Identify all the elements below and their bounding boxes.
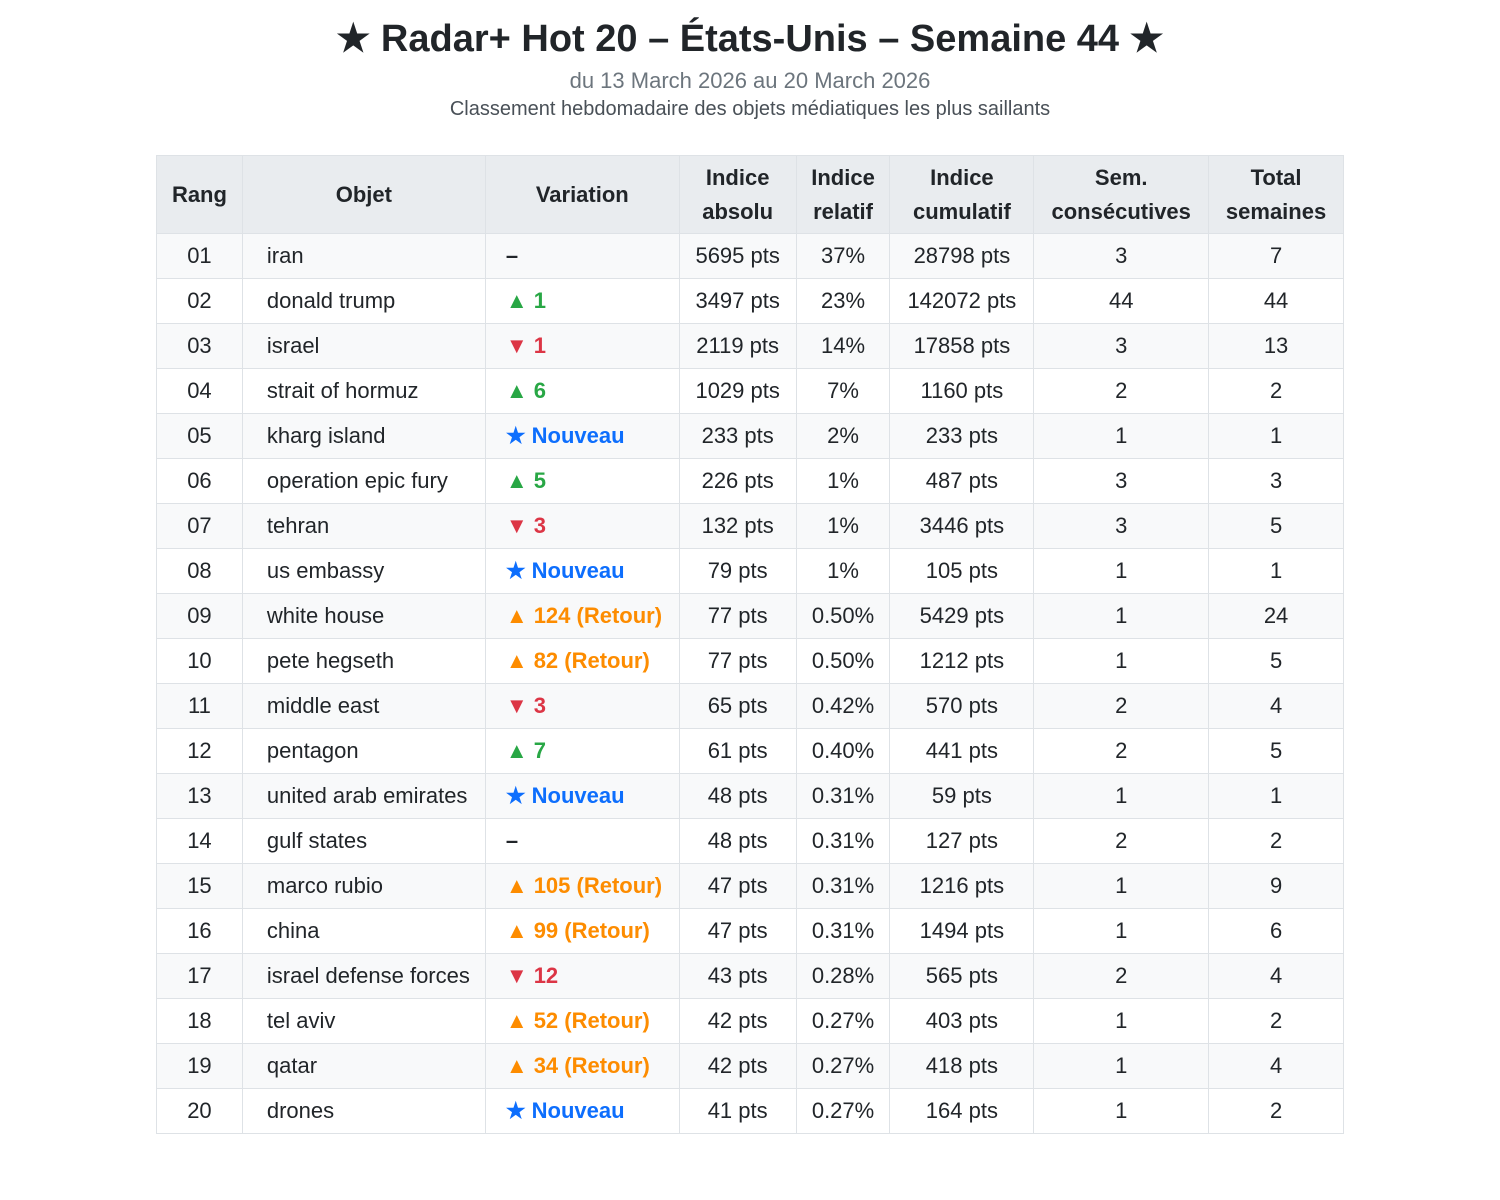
cell-object: pentagon bbox=[242, 729, 485, 774]
cell-object: tehran bbox=[242, 504, 485, 549]
cell-cumulative-index: 570 pts bbox=[890, 684, 1034, 729]
cell-object: kharg island bbox=[242, 414, 485, 459]
cell-consecutive-weeks: 1 bbox=[1034, 999, 1209, 1044]
cell-rank: 15 bbox=[157, 864, 243, 909]
cell-object: united arab emirates bbox=[242, 774, 485, 819]
cell-rank: 19 bbox=[157, 1044, 243, 1089]
cell-rank: 06 bbox=[157, 459, 243, 504]
cell-total-weeks: 3 bbox=[1209, 459, 1344, 504]
cell-variation: ▼ 3 bbox=[485, 504, 679, 549]
cell-absolute-index: 233 pts bbox=[679, 414, 796, 459]
cell-relative-index: 1% bbox=[796, 459, 890, 504]
table-row bbox=[157, 594, 1344, 639]
cell-cumulative-index: 127 pts bbox=[890, 819, 1034, 864]
cell-absolute-index: 61 pts bbox=[679, 729, 796, 774]
column-header-variation[interactable]: Variation bbox=[485, 156, 679, 234]
cell-rank: 20 bbox=[157, 1089, 243, 1134]
ranking-table bbox=[156, 155, 1344, 1134]
cell-consecutive-weeks: 2 bbox=[1034, 369, 1209, 414]
cell-absolute-index: 41 pts bbox=[679, 1089, 796, 1134]
page-title: ★ Radar+ Hot 20 – États-Unis – Semaine 44 ★ bbox=[336, 18, 1164, 60]
cell-absolute-index: 5695 pts bbox=[679, 234, 796, 279]
cell-consecutive-weeks: 3 bbox=[1034, 504, 1209, 549]
cell-cumulative-index: 59 pts bbox=[890, 774, 1034, 819]
cell-absolute-index: 77 pts bbox=[679, 639, 796, 684]
cell-cumulative-index: 487 pts bbox=[890, 459, 1034, 504]
table-row bbox=[157, 639, 1344, 684]
table-row bbox=[157, 1044, 1344, 1089]
table-row bbox=[157, 414, 1344, 459]
cell-total-weeks: 4 bbox=[1209, 684, 1344, 729]
page-description: Classement hebdomadaire des objets médiatiques les plus saillants bbox=[449, 98, 1051, 120]
cell-cumulative-index: 403 pts bbox=[890, 999, 1034, 1044]
cell-total-weeks: 1 bbox=[1209, 414, 1344, 459]
cell-variation: ▲ 124 (Retour) bbox=[485, 594, 679, 639]
cell-absolute-index: 77 pts bbox=[679, 594, 796, 639]
cell-relative-index: 7% bbox=[796, 369, 890, 414]
cell-variation: ▲ 82 (Retour) bbox=[485, 639, 679, 684]
cell-absolute-index: 43 pts bbox=[679, 954, 796, 999]
cell-total-weeks: 4 bbox=[1209, 954, 1344, 999]
table-row bbox=[157, 234, 1344, 279]
cell-relative-index: 0.31% bbox=[796, 864, 890, 909]
cell-rank: 11 bbox=[157, 684, 243, 729]
table-row bbox=[157, 279, 1344, 324]
cell-variation: ▲ 52 (Retour) bbox=[485, 999, 679, 1044]
cell-cumulative-index: 441 pts bbox=[890, 729, 1034, 774]
column-header-total-weeks[interactable]: Total semaines bbox=[1209, 156, 1344, 234]
cell-total-weeks: 2 bbox=[1209, 999, 1344, 1044]
cell-absolute-index: 48 pts bbox=[679, 819, 796, 864]
cell-absolute-index: 2119 pts bbox=[679, 324, 796, 369]
cell-absolute-index: 65 pts bbox=[679, 684, 796, 729]
date-range: du 13 March 2026 au 20 March 2026 bbox=[569, 68, 931, 93]
cell-absolute-index: 3497 pts bbox=[679, 279, 796, 324]
cell-absolute-index: 42 pts bbox=[679, 999, 796, 1044]
cell-rank: 17 bbox=[157, 954, 243, 999]
table-row bbox=[157, 864, 1344, 909]
cell-cumulative-index: 3446 pts bbox=[890, 504, 1034, 549]
cell-relative-index: 0.27% bbox=[796, 999, 890, 1044]
cell-rank: 01 bbox=[157, 234, 243, 279]
table-row bbox=[157, 324, 1344, 369]
cell-total-weeks: 2 bbox=[1209, 1089, 1344, 1134]
cell-variation: ▼ 3 bbox=[485, 684, 679, 729]
cell-cumulative-index: 17858 pts bbox=[890, 324, 1034, 369]
cell-relative-index: 0.31% bbox=[796, 774, 890, 819]
cell-absolute-index: 47 pts bbox=[679, 864, 796, 909]
cell-object: israel bbox=[242, 324, 485, 369]
cell-cumulative-index: 233 pts bbox=[890, 414, 1034, 459]
cell-object: iran bbox=[242, 234, 485, 279]
cell-consecutive-weeks: 1 bbox=[1034, 414, 1209, 459]
cell-total-weeks: 5 bbox=[1209, 729, 1344, 774]
cell-total-weeks: 9 bbox=[1209, 864, 1344, 909]
column-header-cumulative-index[interactable]: Indice cumulatif bbox=[890, 156, 1034, 234]
cell-consecutive-weeks: 1 bbox=[1034, 1089, 1209, 1134]
cell-total-weeks: 13 bbox=[1209, 324, 1344, 369]
table-header-row bbox=[157, 156, 1344, 234]
cell-variation: – bbox=[485, 234, 679, 279]
cell-total-weeks: 1 bbox=[1209, 549, 1344, 594]
cell-object: qatar bbox=[242, 1044, 485, 1089]
cell-variation: ▼ 12 bbox=[485, 954, 679, 999]
table-row bbox=[157, 504, 1344, 549]
cell-object: gulf states bbox=[242, 819, 485, 864]
cell-absolute-index: 132 pts bbox=[679, 504, 796, 549]
cell-variation: ▲ 99 (Retour) bbox=[485, 909, 679, 954]
cell-total-weeks: 6 bbox=[1209, 909, 1344, 954]
cell-relative-index: 0.27% bbox=[796, 1089, 890, 1134]
cell-relative-index: 0.40% bbox=[796, 729, 890, 774]
cell-total-weeks: 2 bbox=[1209, 819, 1344, 864]
cell-consecutive-weeks: 1 bbox=[1034, 864, 1209, 909]
table-body bbox=[157, 234, 1344, 1134]
cell-consecutive-weeks: 2 bbox=[1034, 819, 1209, 864]
cell-total-weeks: 4 bbox=[1209, 1044, 1344, 1089]
cell-rank: 14 bbox=[157, 819, 243, 864]
cell-variation: ▲ 6 bbox=[485, 369, 679, 414]
cell-cumulative-index: 418 pts bbox=[890, 1044, 1034, 1089]
cell-variation: ▲ 1 bbox=[485, 279, 679, 324]
cell-variation: – bbox=[485, 819, 679, 864]
cell-variation: ▲ 7 bbox=[485, 729, 679, 774]
column-header-consecutive-weeks[interactable]: Sem. consécutives bbox=[1034, 156, 1209, 234]
cell-absolute-index: 48 pts bbox=[679, 774, 796, 819]
cell-cumulative-index: 142072 pts bbox=[890, 279, 1034, 324]
cell-relative-index: 14% bbox=[796, 324, 890, 369]
cell-rank: 16 bbox=[157, 909, 243, 954]
cell-rank: 03 bbox=[157, 324, 243, 369]
table-row bbox=[157, 369, 1344, 414]
cell-relative-index: 0.31% bbox=[796, 909, 890, 954]
cell-relative-index: 23% bbox=[796, 279, 890, 324]
column-header-absolute-index[interactable]: Indice absolu bbox=[679, 156, 796, 234]
cell-variation: ▲ 105 (Retour) bbox=[485, 864, 679, 909]
column-header-rank[interactable]: Rang bbox=[157, 156, 243, 234]
column-header-object[interactable]: Objet bbox=[242, 156, 485, 234]
cell-object: operation epic fury bbox=[242, 459, 485, 504]
cell-consecutive-weeks: 1 bbox=[1034, 1044, 1209, 1089]
cell-total-weeks: 5 bbox=[1209, 639, 1344, 684]
cell-consecutive-weeks: 1 bbox=[1034, 774, 1209, 819]
cell-object: china bbox=[242, 909, 485, 954]
cell-consecutive-weeks: 44 bbox=[1034, 279, 1209, 324]
cell-consecutive-weeks: 3 bbox=[1034, 324, 1209, 369]
cell-object: israel defense forces bbox=[242, 954, 485, 999]
cell-relative-index: 1% bbox=[796, 504, 890, 549]
cell-rank: 05 bbox=[157, 414, 243, 459]
cell-object: us embassy bbox=[242, 549, 485, 594]
cell-object: donald trump bbox=[242, 279, 485, 324]
cell-object: white house bbox=[242, 594, 485, 639]
cell-absolute-index: 42 pts bbox=[679, 1044, 796, 1089]
cell-total-weeks: 7 bbox=[1209, 234, 1344, 279]
cell-relative-index: 2% bbox=[796, 414, 890, 459]
cell-rank: 12 bbox=[157, 729, 243, 774]
table-row bbox=[157, 549, 1344, 594]
cell-relative-index: 0.50% bbox=[796, 594, 890, 639]
cell-total-weeks: 44 bbox=[1209, 279, 1344, 324]
cell-relative-index: 0.28% bbox=[796, 954, 890, 999]
table-row bbox=[157, 729, 1344, 774]
cell-relative-index: 0.42% bbox=[796, 684, 890, 729]
cell-object: tel aviv bbox=[242, 999, 485, 1044]
cell-consecutive-weeks: 2 bbox=[1034, 684, 1209, 729]
cell-consecutive-weeks: 1 bbox=[1034, 594, 1209, 639]
cell-object: marco rubio bbox=[242, 864, 485, 909]
cell-consecutive-weeks: 2 bbox=[1034, 954, 1209, 999]
cell-variation: ★ Nouveau bbox=[485, 549, 679, 594]
cell-cumulative-index: 28798 pts bbox=[890, 234, 1034, 279]
cell-relative-index: 0.31% bbox=[796, 819, 890, 864]
cell-consecutive-weeks: 1 bbox=[1034, 909, 1209, 954]
cell-rank: 02 bbox=[157, 279, 243, 324]
cell-total-weeks: 5 bbox=[1209, 504, 1344, 549]
cell-object: middle east bbox=[242, 684, 485, 729]
table-row bbox=[157, 684, 1344, 729]
table-row bbox=[157, 1089, 1344, 1134]
cell-absolute-index: 1029 pts bbox=[679, 369, 796, 414]
table-row bbox=[157, 459, 1344, 504]
cell-variation: ▼ 1 bbox=[485, 324, 679, 369]
cell-cumulative-index: 105 pts bbox=[890, 549, 1034, 594]
table-row bbox=[157, 909, 1344, 954]
cell-relative-index: 1% bbox=[796, 549, 890, 594]
cell-cumulative-index: 1160 pts bbox=[890, 369, 1034, 414]
cell-absolute-index: 79 pts bbox=[679, 549, 796, 594]
cell-rank: 08 bbox=[157, 549, 243, 594]
cell-consecutive-weeks: 3 bbox=[1034, 234, 1209, 279]
column-header-relative-index[interactable]: Indice relatif bbox=[796, 156, 890, 234]
cell-variation: ▲ 5 bbox=[485, 459, 679, 504]
table-row bbox=[157, 999, 1344, 1044]
cell-rank: 04 bbox=[157, 369, 243, 414]
cell-total-weeks: 24 bbox=[1209, 594, 1344, 639]
cell-object: pete hegseth bbox=[242, 639, 485, 684]
cell-consecutive-weeks: 3 bbox=[1034, 459, 1209, 504]
cell-absolute-index: 47 pts bbox=[679, 909, 796, 954]
cell-cumulative-index: 1494 pts bbox=[890, 909, 1034, 954]
cell-variation: ▲ 34 (Retour) bbox=[485, 1044, 679, 1089]
cell-cumulative-index: 164 pts bbox=[890, 1089, 1034, 1134]
cell-consecutive-weeks: 1 bbox=[1034, 549, 1209, 594]
cell-cumulative-index: 5429 pts bbox=[890, 594, 1034, 639]
cell-rank: 07 bbox=[157, 504, 243, 549]
cell-rank: 18 bbox=[157, 999, 243, 1044]
table-row bbox=[157, 954, 1344, 999]
cell-absolute-index: 226 pts bbox=[679, 459, 796, 504]
cell-cumulative-index: 1212 pts bbox=[890, 639, 1034, 684]
cell-variation: ★ Nouveau bbox=[485, 774, 679, 819]
cell-rank: 10 bbox=[157, 639, 243, 684]
cell-rank: 13 bbox=[157, 774, 243, 819]
cell-consecutive-weeks: 2 bbox=[1034, 729, 1209, 774]
cell-relative-index: 0.50% bbox=[796, 639, 890, 684]
table-row bbox=[157, 774, 1344, 819]
cell-consecutive-weeks: 1 bbox=[1034, 639, 1209, 684]
cell-cumulative-index: 565 pts bbox=[890, 954, 1034, 999]
cell-variation: ★ Nouveau bbox=[485, 414, 679, 459]
cell-total-weeks: 1 bbox=[1209, 774, 1344, 819]
cell-object: strait of hormuz bbox=[242, 369, 485, 414]
cell-relative-index: 0.27% bbox=[796, 1044, 890, 1089]
cell-relative-index: 37% bbox=[796, 234, 890, 279]
cell-variation: ★ Nouveau bbox=[485, 1089, 679, 1134]
cell-total-weeks: 2 bbox=[1209, 369, 1344, 414]
page-header bbox=[0, 0, 1500, 121]
cell-rank: 09 bbox=[157, 594, 243, 639]
cell-cumulative-index: 1216 pts bbox=[890, 864, 1034, 909]
cell-object: drones bbox=[242, 1089, 485, 1134]
table-row bbox=[157, 819, 1344, 864]
